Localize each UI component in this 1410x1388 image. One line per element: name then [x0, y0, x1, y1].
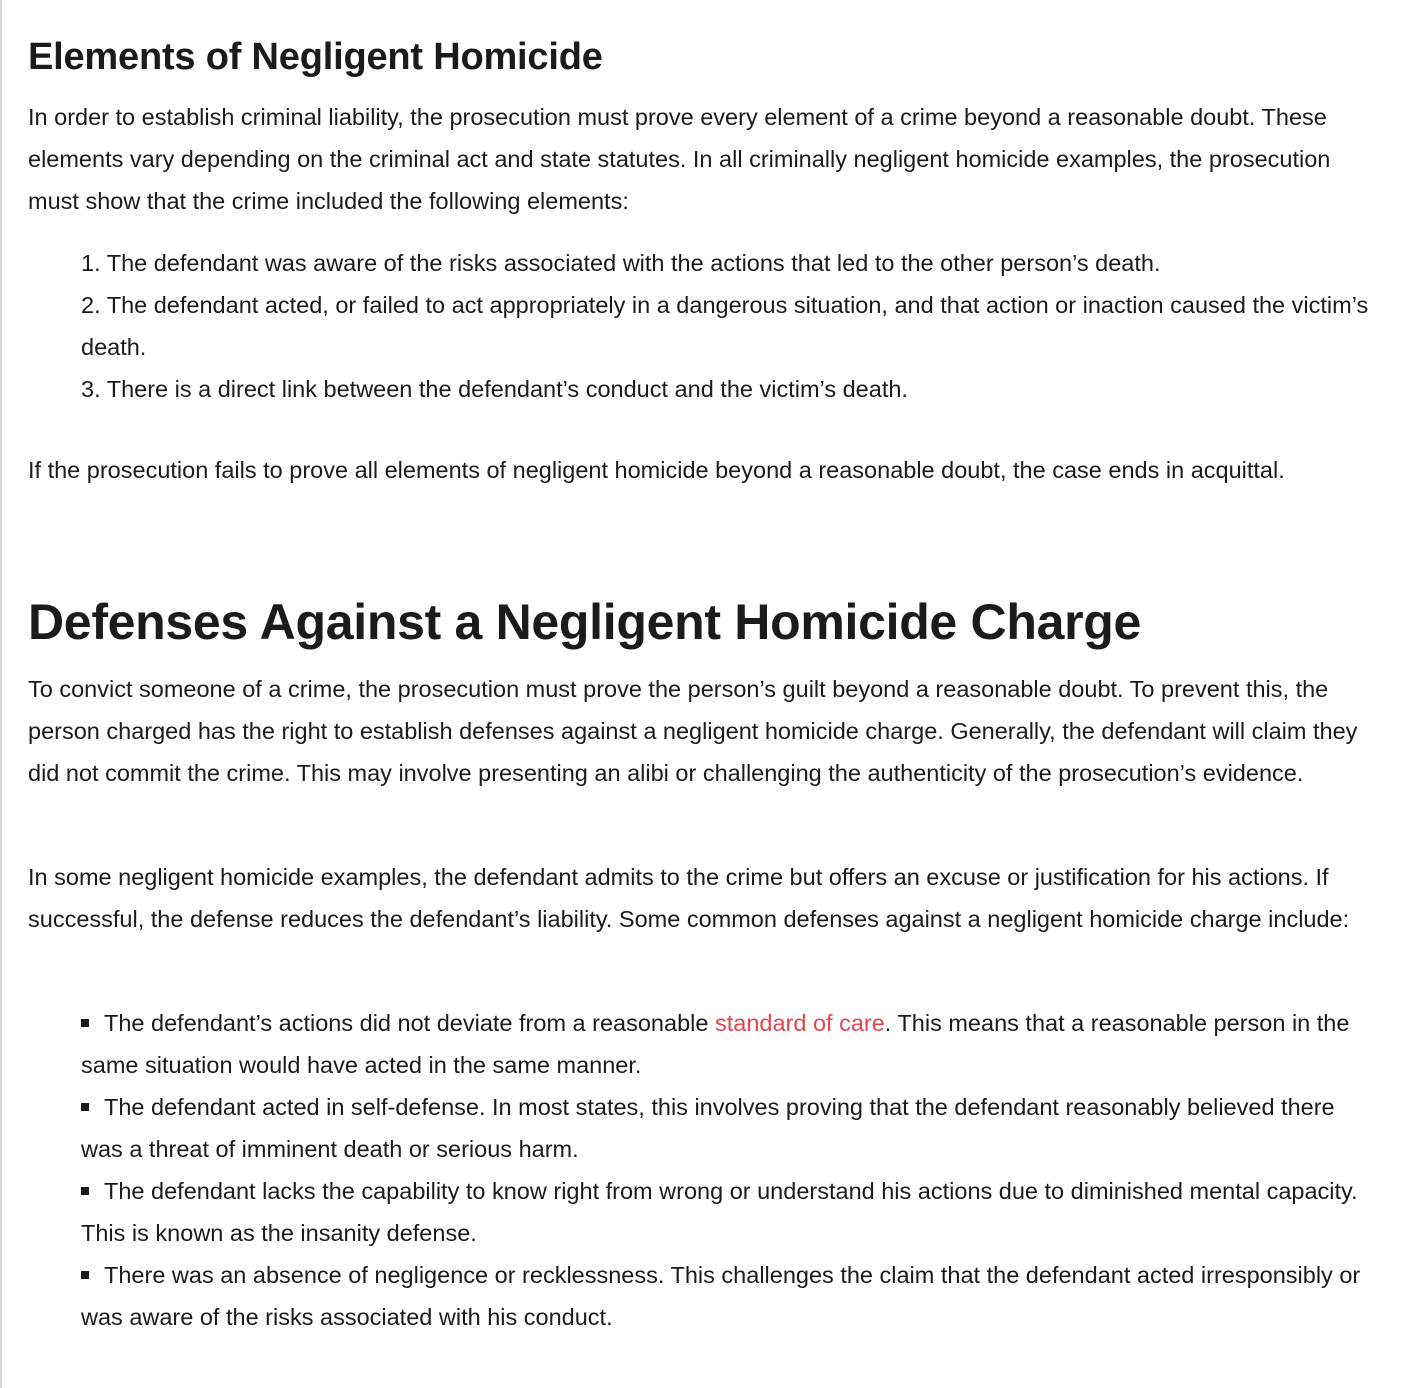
list-number: 3.: [81, 376, 101, 402]
square-bullet-icon: [81, 1019, 89, 1027]
defenses-paragraph-1: To convict someone of a crime, the prosecution must prove the person’s guilt beyond a reasonable doubt. To prevent this, the person charged has the right to establish defenses against a negligent homicide charge. Generally, the defendant will claim they did not commit the crime. This may involve presenting an alibi or challenging the authenticity of the prosecution’s evidence.: [28, 676, 1358, 786]
list-item-text: There is a direct link between the defendant’s conduct and the victim’s death.: [106, 376, 908, 402]
elements-conclusion-paragraph: If the prosecution fails to prove all elements of negligent homicide beyond a reasonable doubt, the case ends in acquittal.: [28, 457, 1285, 483]
list-item: [81, 284, 1376, 368]
list-item-text: The defendant lacks the capability to know right from wrong or understand his actions due to diminished mental capacity. This is known as the insanity defense.: [81, 1178, 1358, 1246]
square-bullet-icon: [81, 1103, 89, 1111]
square-bullet-icon: [81, 1271, 89, 1279]
standard-of-care-link[interactable]: standard of care: [714, 1010, 885, 1036]
list-item: [81, 1002, 1376, 1086]
defenses-list: [81, 1002, 1376, 1338]
list-item-text: The defendant’s actions did not deviate from a reasonable: [104, 1010, 715, 1036]
section-heading-elements: Elements of Negligent Homicide: [28, 36, 603, 78]
elements-list: [81, 242, 1376, 410]
section-heading-defenses: Defenses Against a Negligent Homicide Charge: [28, 594, 1141, 650]
list-item: [81, 1170, 1376, 1254]
list-item-text: The defendant was aware of the risks associated with the actions that led to the other person’s death.: [106, 250, 1161, 276]
elements-intro-paragraph: In order to establish criminal liability, the prosecution must prove every element of a crime beyond a reasonable doubt. These elements vary depending on the criminal act and state statutes. In all criminally negligent homicide examples, the prosecution must show that the crime included the following elements:: [28, 104, 1331, 214]
list-item: [81, 1254, 1376, 1338]
list-item-text: . This means that a reasonable person in the same situation would have acted in the same manner.: [81, 1010, 1350, 1078]
defenses-paragraph-2: In some negligent homicide examples, the defendant admits to the crime but offers an excuse or justification for his actions. If successful, the defense reduces the defendant’s liability. Some common defenses against a negligent homicide charge include:: [28, 864, 1350, 932]
left-border-rule: [0, 0, 2, 1388]
list-item: [81, 368, 1376, 410]
list-number: 2.: [81, 292, 101, 318]
list-item-text: The defendant acted in self-defense. In most states, this involves proving that the defendant reasonably believed there was a threat of imminent death or serious harm.: [81, 1094, 1335, 1162]
list-item: [81, 1086, 1376, 1170]
list-number: 1.: [81, 250, 101, 276]
list-item-text: The defendant acted, or failed to act appropriately in a dangerous situation, and that action or inaction caused the victim’s death.: [81, 292, 1369, 360]
list-item-text: There was an absence of negligence or recklessness. This challenges the claim that the defendant acted irresponsibly or was aware of the risks associated with his conduct.: [81, 1262, 1361, 1330]
square-bullet-icon: [81, 1187, 89, 1195]
list-item: [81, 242, 1376, 284]
